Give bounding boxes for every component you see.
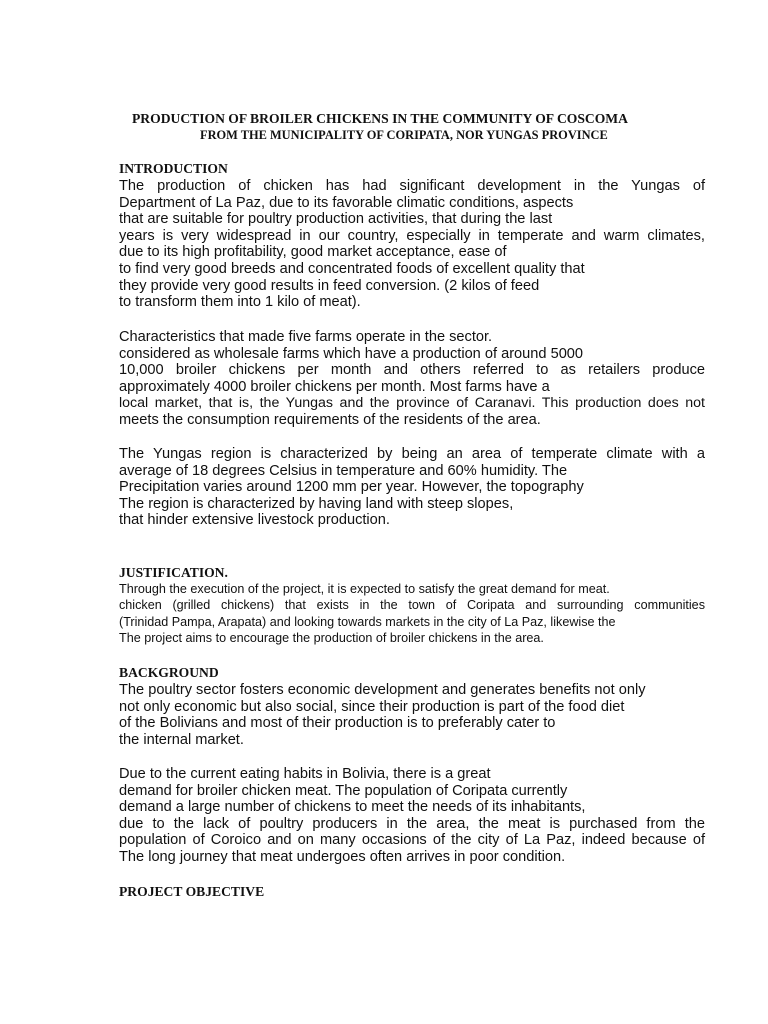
text-line: Due to the current eating habits in Bolivia, there is a great (119, 766, 491, 782)
background-paragraph-2 (119, 766, 705, 866)
text-line: 10,000 broiler chickens per month and others referred to as retailers produce (119, 362, 705, 379)
text-line: to transform them into 1 kilo of meat). (119, 294, 361, 311)
text-line: average of 18 degrees Celsius in temperature and 60% humidity. The (119, 462, 568, 479)
text-line: The Yungas region is characterized by being an area of temperate climate with a (119, 446, 705, 462)
text-line: The poultry sector fosters economic development and generates benefits not only (119, 682, 646, 698)
text-line: The production of chicken has had significant development in the Yungas of (119, 178, 705, 194)
text-line: The long journey that meat undergoes often arrives in poor condition. (119, 848, 566, 865)
text-line: of the Bolivians and most of their production is to preferably cater to (119, 715, 556, 732)
introduction-paragraph-2 (119, 329, 705, 429)
text-line: years is very widespread in our country, especially in temperate and warm climates, (119, 227, 705, 244)
text-line: local market, that is, the Yungas and the province of Caranavi. This production does not (119, 395, 705, 412)
text-line: due to the lack of poultry producers in the area, the meat is purchased from the (119, 815, 705, 832)
background-heading: BACKGROUND (119, 665, 219, 680)
text-line: to find very good breeds and concentrated foods of excellent quality that (119, 260, 585, 277)
text-line: The region is characterized by having land with steep slopes, (119, 495, 514, 512)
introduction-heading: INTRODUCTION (119, 161, 228, 176)
text-line: The project aims to encourage the production of broiler chickens in the area. (119, 630, 544, 645)
text-line: that are suitable for poultry production activities, that during the last (119, 211, 553, 228)
text-line: demand for broiler chicken meat. The population of Coripata currently (119, 782, 568, 799)
text-line: Precipitation varies around 1200 mm per year. However, the topography (119, 479, 584, 496)
introduction-paragraph-3 (119, 446, 705, 529)
project-objective-heading: PROJECT OBJECTIVE (119, 884, 265, 899)
text-line: approximately 4000 broiler chickens per month. Most farms have a (119, 378, 550, 395)
text-line: meets the consumption requirements of the residents of the area. (119, 411, 541, 428)
text-line: considered as wholesale farms which have a production of around 5000 (119, 345, 584, 362)
text-line: population of Coroico and on many occasions of the city of La Paz, indeed because of (119, 832, 705, 849)
text-line: Characteristics that made five farms operate in the sector. (119, 329, 493, 345)
introduction-paragraph-1 (119, 178, 705, 311)
text-line: the internal market. (119, 731, 244, 748)
justification-heading: JUSTIFICATION. (119, 565, 228, 580)
text-line: chicken (grilled chickens) that exists in the town of Coripata and surrounding communities (119, 598, 705, 613)
text-line: (Trinidad Pampa, Arapata) and looking towards markets in the city of La Paz, likewise the (119, 614, 616, 629)
document-title-line-1: PRODUCTION OF BROILER CHICKENS IN THE COMMUNITY OF COSCOMA (132, 111, 628, 126)
text-line: that hinder extensive livestock production. (119, 512, 390, 529)
text-line: Through the execution of the project, it is expected to satisfy the great demand for meat. (119, 582, 610, 596)
text-line: Department of La Paz, due to its favorable climatic conditions, aspects (119, 194, 574, 211)
text-line: not only economic but also social, since their production is part of the food diet (119, 698, 625, 715)
text-line: demand a large number of chickens to meet the needs of its inhabitants, (119, 799, 586, 816)
text-line: they provide very good results in feed conversion. (2 kilos of feed (119, 277, 540, 294)
background-paragraph-1 (119, 682, 705, 748)
justification-paragraph (119, 581, 705, 646)
text-line: due to its high profitability, good market acceptance, ease of (119, 244, 507, 261)
document-title-line-2: FROM THE MUNICIPALITY OF CORIPATA, NOR YUNGAS PROVINCE (200, 128, 608, 142)
